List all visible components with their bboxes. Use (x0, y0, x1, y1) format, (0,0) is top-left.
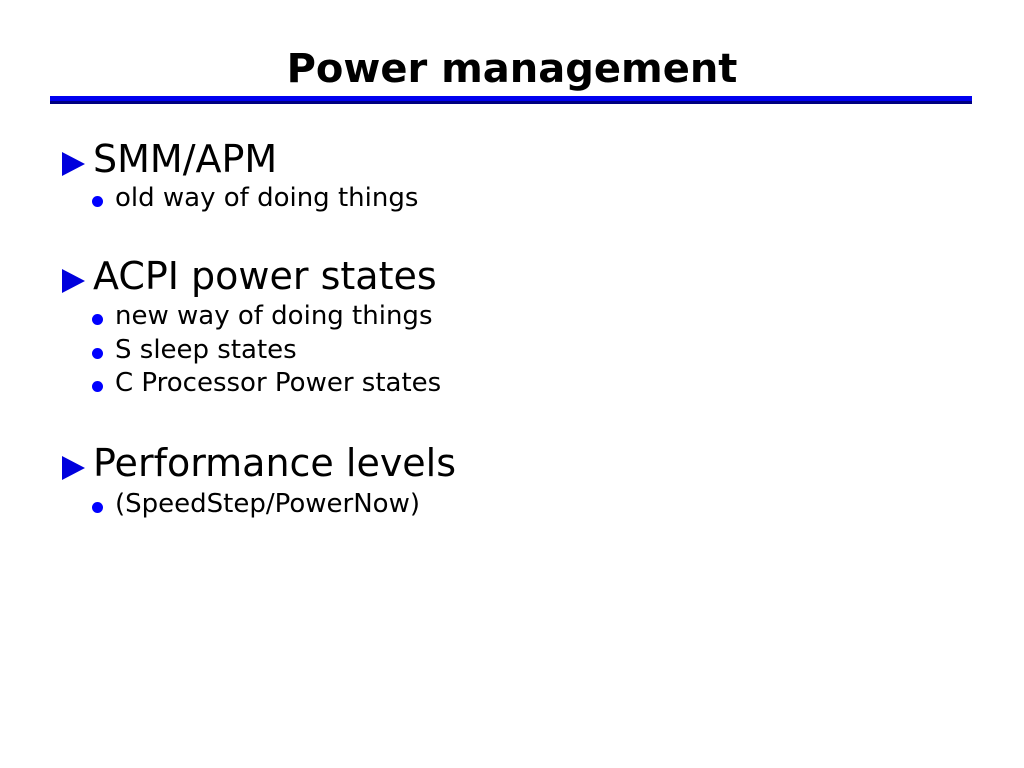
dot-bullet-icon (92, 348, 103, 359)
dot-bullet-icon (92, 314, 103, 325)
section-heading: Performance levels (93, 441, 457, 485)
section-performance-levels-items (92, 488, 420, 522)
section-smm-apm-items (92, 182, 418, 216)
section-heading: SMM/APM (93, 137, 278, 181)
section-performance-levels (62, 439, 456, 487)
triangle-bullet-icon (62, 269, 85, 293)
section-heading: ACPI power states (93, 254, 437, 298)
list-item (92, 367, 441, 401)
section-smm-apm (62, 135, 277, 183)
list-item-text: old way of doing things (115, 183, 419, 213)
title-underline-rule (50, 96, 972, 104)
list-item (92, 334, 441, 368)
dot-bullet-icon (92, 196, 103, 207)
list-item-text: S sleep states (115, 334, 297, 365)
triangle-bullet-icon (62, 152, 85, 176)
list-item (92, 300, 441, 334)
page-title: Power management (286, 46, 738, 92)
list-item-text: C Processor Power states (115, 368, 442, 398)
list-item (92, 488, 420, 522)
list-item (92, 182, 418, 216)
triangle-bullet-icon (62, 456, 85, 480)
section-acpi-power-states-items (92, 300, 441, 401)
section-acpi-power-states (62, 252, 437, 300)
list-item-text: (SpeedStep/PowerNow) (115, 489, 420, 519)
dot-bullet-icon (92, 381, 103, 392)
list-item-text: new way of doing things (115, 301, 433, 331)
dot-bullet-icon (92, 502, 103, 513)
